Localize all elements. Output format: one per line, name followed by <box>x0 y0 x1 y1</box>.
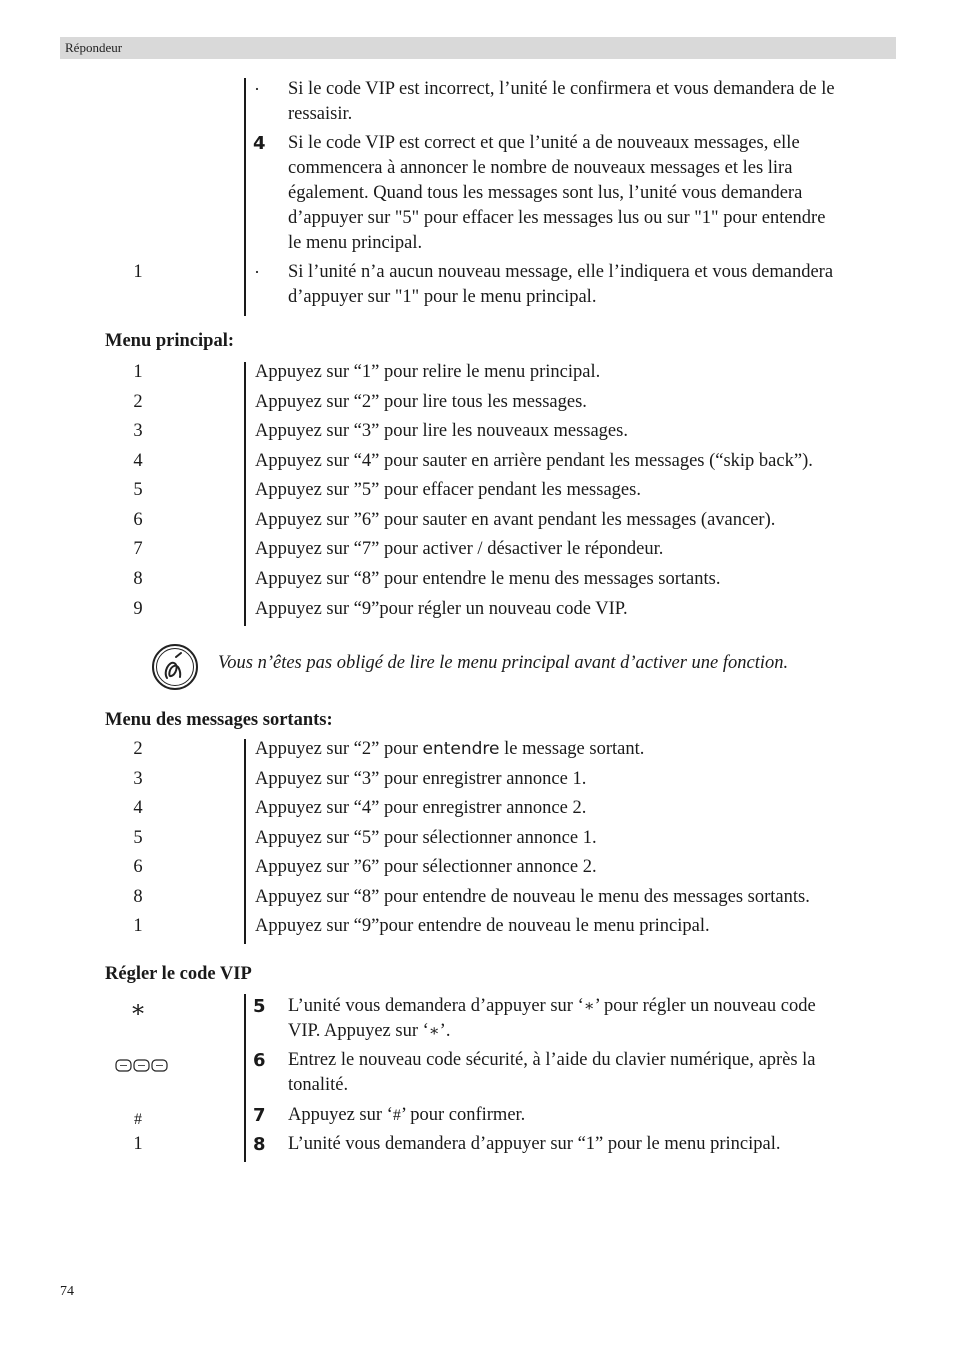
code-vip-divider <box>244 994 246 1162</box>
key-label: 8 <box>133 569 143 589</box>
line <box>288 1019 816 1044</box>
key-label: 8 <box>133 887 143 907</box>
list-item: Appuyez sur “2” pour lire tous les messages. <box>255 392 587 412</box>
step-number-8: 8 <box>253 1134 266 1155</box>
star-symbol: ∗ <box>583 998 595 1015</box>
intro-step4 <box>288 131 825 256</box>
step-number-6: 6 <box>253 1050 266 1071</box>
list-item: Appuyez sur “9”pour régler un nouveau code VIP. <box>255 599 628 619</box>
note-text: Vous n’êtes pas obligé de lire le menu principal avant d’activer une fonction. <box>218 653 789 673</box>
code-vip-step7 <box>288 1103 525 1128</box>
text-part: ’ pour régler un nouveau code <box>594 996 816 1016</box>
line: ressaisir. <box>288 104 353 124</box>
list-item: Appuyez sur “5” pour sélectionner annonce 1. <box>255 828 597 848</box>
key-label: 5 <box>133 480 143 500</box>
star-key-icon: ∗ <box>129 997 147 1023</box>
code-vip-step6 <box>288 1048 816 1098</box>
line: d’appuyer sur "1" pour le menu principal. <box>288 287 597 307</box>
key-label: 4 <box>133 798 143 818</box>
key-label: 1 <box>133 362 143 382</box>
hash-key-icon: # <box>134 1111 142 1128</box>
text-part: Appuyez sur “2” pour <box>255 739 418 759</box>
list-item: Appuyez sur “8” pour entendre de nouveau le menu des messages sortants. <box>255 887 810 907</box>
page-header <box>60 37 896 59</box>
step-number-7: 7 <box>253 1105 266 1126</box>
code-vip-step8: L’unité vous demandera d’appuyer sur “1” pour le menu principal. <box>288 1134 781 1154</box>
key-label: 2 <box>133 739 143 759</box>
code-vip-heading: Régler le code VIP <box>105 964 252 984</box>
list-item: Appuyez sur “4” pour enregistrer annonce 2. <box>255 798 587 818</box>
line: le menu principal. <box>288 233 423 253</box>
list-item: Appuyez sur “7” pour activer / désactiver le répondeur. <box>255 539 664 559</box>
text-part: entendre <box>422 739 500 759</box>
bullet-dot: · <box>254 79 260 99</box>
line: également. Quand tous les messages sont lus, l’unité vous demandera <box>288 183 803 203</box>
list-item: Appuyez sur ”6” pour sélectionner annonce 2. <box>255 857 597 877</box>
key-label: 1 <box>133 1134 143 1154</box>
key-label: 1 <box>133 916 143 936</box>
key-label: 9 <box>133 599 143 619</box>
line: Entrez le nouveau code sécurité, à l’aide du clavier numérique, après la <box>288 1050 816 1070</box>
key-label: 6 <box>133 857 143 877</box>
list-item: Appuyez sur ”5” pour effacer pendant les messages. <box>255 480 641 500</box>
list-item: Appuyez sur “9”pour entendre de nouveau le menu principal. <box>255 916 710 936</box>
key-label: 4 <box>133 451 143 471</box>
key-label: 5 <box>133 828 143 848</box>
intro-divider <box>244 78 246 316</box>
header-title: Répondeur <box>65 40 123 55</box>
key-label: 7 <box>133 539 143 559</box>
list-item: Appuyez sur ”6” pour sauter en avant pendant les messages (avancer). <box>255 510 776 530</box>
menu-principal-heading: Menu principal: <box>105 331 234 351</box>
line: tonalité. <box>288 1075 349 1095</box>
text-part: le message sortant. <box>504 739 645 759</box>
code-vip-step5 <box>288 994 816 1044</box>
bullet-dot: · <box>254 262 260 282</box>
line <box>288 994 816 1019</box>
key-label: 3 <box>133 421 143 441</box>
intro-bullet2 <box>288 260 833 310</box>
hash-symbol: # <box>392 1107 401 1124</box>
text-part: L’unité vous demandera d’appuyer sur ‘ <box>288 996 584 1016</box>
step-number-5: 5 <box>253 996 266 1017</box>
menu-sortants-divider <box>244 739 246 944</box>
list-item: Appuyez sur “3” pour enregistrer annonce 1. <box>255 769 587 789</box>
keypad-icon <box>115 1059 169 1073</box>
list-item <box>255 737 644 762</box>
intro-bullet1 <box>288 77 835 127</box>
text-part: Appuyez sur ‘ <box>288 1105 393 1125</box>
line: commencera à annoncer le nombre de nouveaux messages et les lira <box>288 158 793 178</box>
line: Si le code VIP est incorrect, l’unité le confirmera et vous demandera de le <box>288 79 835 99</box>
menu-principal-divider <box>244 362 246 626</box>
star-symbol: ∗ <box>428 1023 440 1040</box>
step-number-4: 4 <box>253 133 266 154</box>
note-icon <box>150 643 200 691</box>
text-part: VIP. Appuyez sur ‘ <box>288 1021 429 1041</box>
page-number: 74 <box>60 1284 74 1299</box>
menu-sortants-heading: Menu des messages sortants: <box>105 710 333 730</box>
line: Si l’unité n’a aucun nouveau message, elle l’indiquera et vous demandera <box>288 262 834 282</box>
key-label: 6 <box>133 510 143 530</box>
text-part: ’. <box>439 1021 451 1041</box>
text-part: ’ pour confirmer. <box>400 1105 526 1125</box>
list-item: Appuyez sur “3” pour lire les nouveaux messages. <box>255 421 628 441</box>
line: d’appuyer sur "5" pour effacer les messages lus ou sur "1" pour entendre <box>288 208 826 228</box>
key-label: 1 <box>133 262 143 282</box>
key-label: 2 <box>133 392 143 412</box>
line: Si le code VIP est correct et que l’unité a de nouveaux messages, elle <box>288 133 800 153</box>
list-item: Appuyez sur “4” pour sauter en arrière pendant les messages (“skip back”). <box>255 451 813 471</box>
key-label: 3 <box>133 769 143 789</box>
list-item: Appuyez sur “1” pour relire le menu principal. <box>255 362 601 382</box>
list-item: Appuyez sur “8” pour entendre le menu des messages sortants. <box>255 569 721 589</box>
